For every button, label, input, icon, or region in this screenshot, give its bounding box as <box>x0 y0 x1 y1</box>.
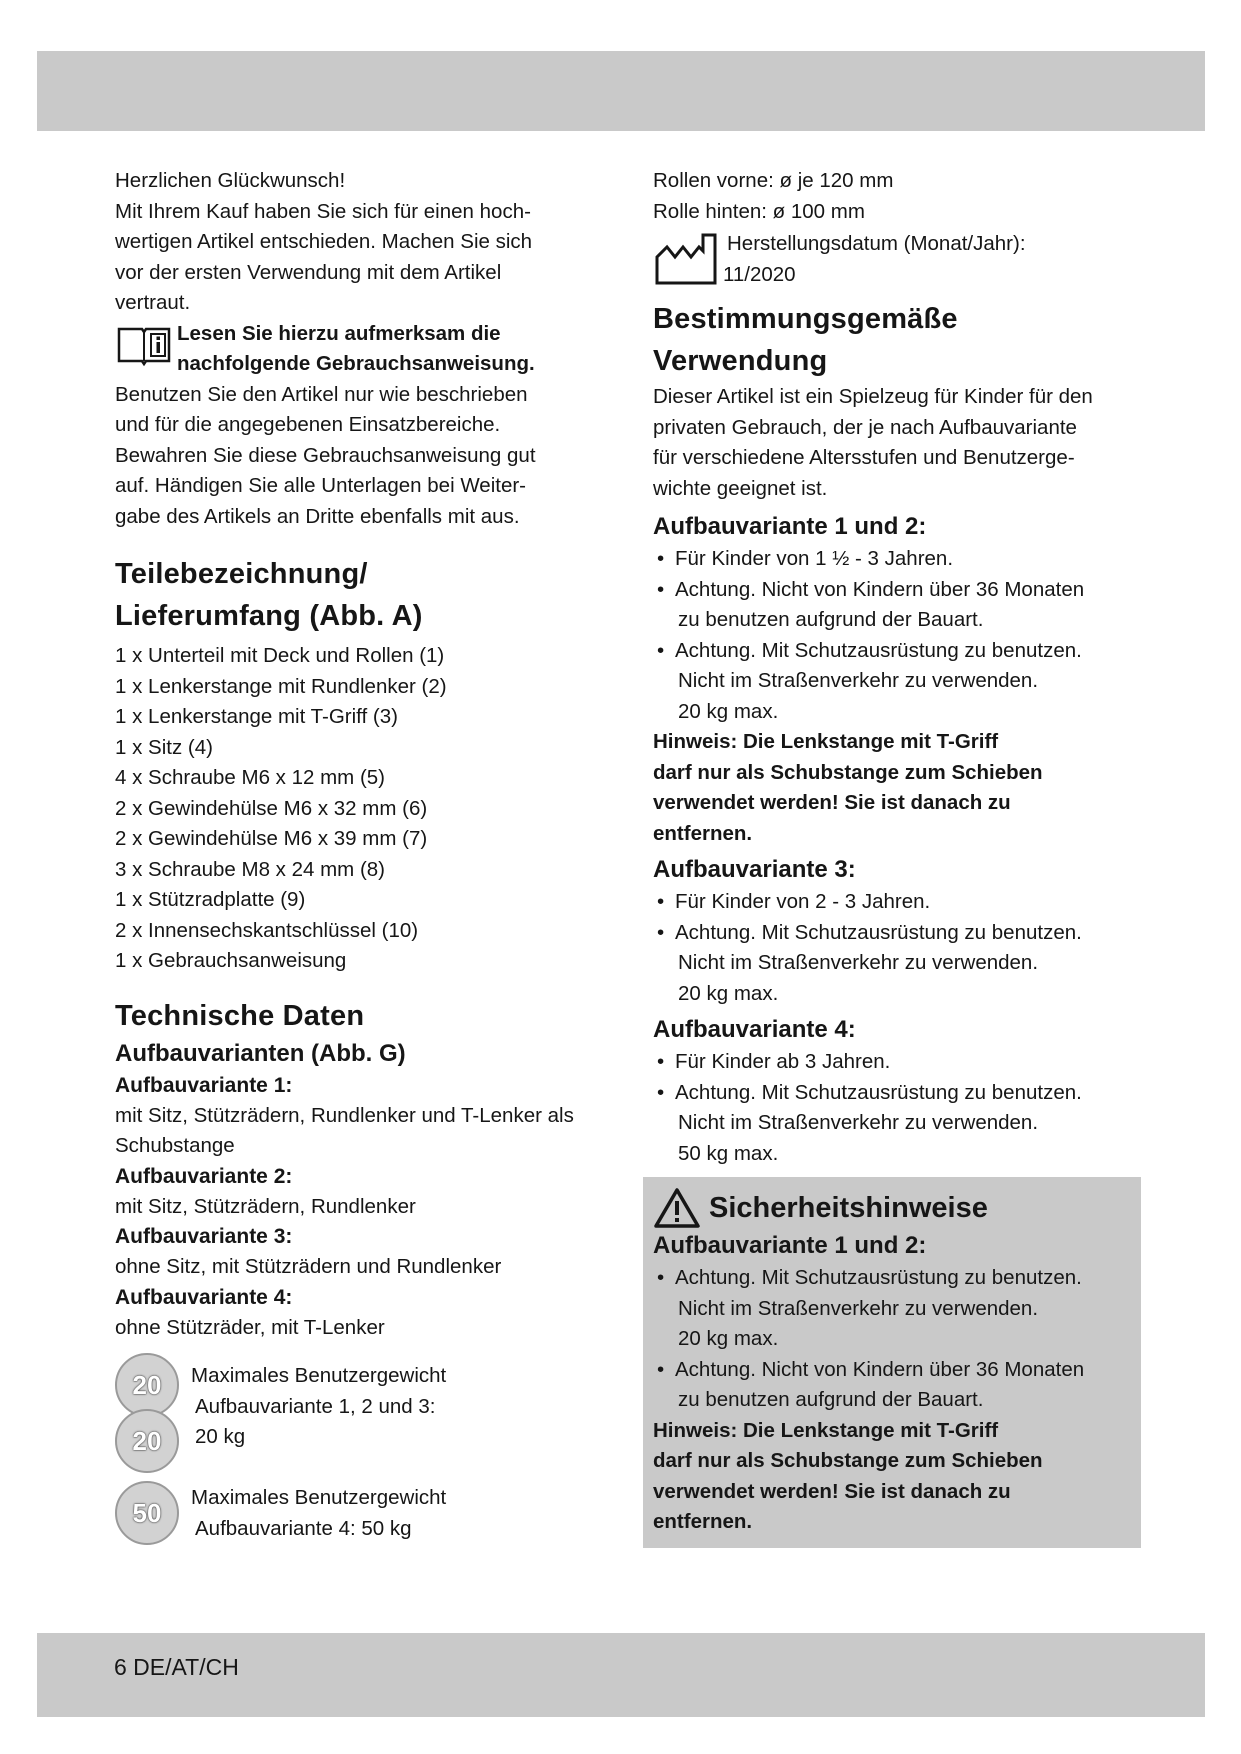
bullet-cont: 20 kg max. <box>678 1327 779 1350</box>
intro-line: vertraut. <box>115 291 191 314</box>
purpose-heading: Verwendung <box>653 345 828 377</box>
variants-heading: Aufbauvarianten (Abb. G) <box>115 1039 406 1067</box>
tech-heading: Technische Daten <box>115 999 365 1032</box>
purpose-line: für verschiedene Altersstufen und Benutzerge- <box>653 446 1075 469</box>
weight-line: 20 kg <box>195 1425 246 1448</box>
bullet-cont: Nicht im Straßenverkehr zu verwenden. <box>678 1296 1039 1320</box>
bullet-cont: Nicht im Straßenverkehr zu verwenden. <box>678 1111 1039 1134</box>
safety-box <box>643 1177 1141 1548</box>
weight-line: Aufbauvariante 1, 2 und 3: <box>195 1394 436 1418</box>
bullet-item: • Achtung. Mit Schutzausrüstung zu benutzen. <box>653 1078 1133 1109</box>
note-line: entfernen. <box>653 1510 753 1533</box>
manufacturing-date <box>653 229 1133 290</box>
purpose-line: privaten Gebrauch, der je nach Aufbauvariante <box>653 415 1077 439</box>
left-column <box>115 166 615 1545</box>
list-item: 2 x Gewindehülse M6 x 39 mm (7) <box>115 827 428 850</box>
variant-3-title: Aufbauvariante 3: <box>653 856 856 883</box>
intro-line: Herzlichen Glückwunsch! <box>115 169 346 192</box>
factory-icon <box>653 229 719 287</box>
safety-title-text: Sicherheitshinweise <box>709 1192 988 1224</box>
bullet-item: • Achtung. Nicht von Kindern über 36 Monaten <box>653 575 1133 606</box>
list-item: 1 x Unterteil mit Deck und Rollen (1) <box>115 644 445 667</box>
variant-desc: Schubstange <box>115 1134 235 1157</box>
info-notice <box>115 319 615 380</box>
bullet-cont: 20 kg max. <box>678 699 779 723</box>
usage-line: und für die angegebenen Einsatzbereiche. <box>115 413 501 436</box>
intro-line: vor der ersten Verwendung mit dem Artikel <box>115 260 502 284</box>
list-item: 1 x Lenkerstange mit Rundlenker (2) <box>115 674 447 698</box>
note-line: darf nur als Schubstange zum Schieben <box>653 760 1043 784</box>
note-line: verwendet werden! Sie ist danach zu <box>653 1479 1011 1503</box>
purpose-heading: Bestimmungsgemäße <box>653 303 958 335</box>
usage-line: Bewahren Sie diese Gebrauchsanweisung gut <box>115 443 536 467</box>
bullet-cont: 50 kg max. <box>678 1141 779 1165</box>
intro-line: Mit Ihrem Kauf haben Sie sich für einen hoch- <box>115 199 531 223</box>
purpose-line: wichte geeignet ist. <box>653 476 828 500</box>
variant-12-title: Aufbauvariante 1 und 2: <box>653 513 927 540</box>
list-item: 1 x Gebrauchsanweisung <box>115 949 347 972</box>
wheel-line: Rolle hinten: ø 100 mm <box>653 199 865 223</box>
variant-title: Aufbauvariante 3: <box>115 1225 293 1248</box>
bullet-cont: 20 kg max. <box>678 981 779 1005</box>
parts-heading: Teilebezeichnung/ <box>115 558 368 590</box>
usage-line: Benutzen Sie den Artikel nur wie beschrieben <box>115 382 528 406</box>
variant-4-title: Aufbauvariante 4: <box>653 1016 856 1043</box>
bullet-item: • Achtung. Mit Schutzausrüstung zu benutzen. <box>653 918 1133 949</box>
bullet-item: • Achtung. Nicht von Kindern über 36 Monaten <box>653 1355 1131 1386</box>
list-item: 3 x Schraube M8 x 24 mm (8) <box>115 857 386 881</box>
bullet-item: • Für Kinder von 2 - 3 Jahren. <box>653 887 1133 918</box>
info-bold-line: nachfolgende Gebrauchsanweisung. <box>177 352 535 375</box>
variant-title: Aufbauvariante 1: <box>115 1073 293 1097</box>
note-line: Hinweis: Die Lenkstange mit T-Griff <box>653 1418 999 1442</box>
bullet-cont: zu benutzen aufgrund der Bauart. <box>678 608 984 631</box>
usage-line: gabe des Artikels an Dritte ebenfalls mit aus. <box>115 504 520 528</box>
weight-line: Aufbauvariante 4: 50 kg <box>195 1516 412 1540</box>
max-weight-50-icon: 50 <box>115 1481 179 1545</box>
list-item: 1 x Lenkerstange mit T-Griff (3) <box>115 705 398 728</box>
bullet-item: • Achtung. Mit Schutzausrüstung zu benutzen. <box>653 1263 1131 1294</box>
variant-title: Aufbauvariante 2: <box>115 1164 293 1188</box>
purpose-line: Dieser Artikel ist ein Spielzeug für Kinder für den <box>653 385 1093 408</box>
bullet-item: • Für Kinder ab 3 Jahren. <box>653 1047 1133 1078</box>
warning-icon <box>653 1187 701 1229</box>
variant-title: Aufbauvariante 4: <box>115 1285 293 1309</box>
bullet-item: • Achtung. Mit Schutzausrüstung zu benutzen. <box>653 636 1133 667</box>
list-item: 2 x Gewindehülse M6 x 32 mm (6) <box>115 796 428 820</box>
bullet-cont: Nicht im Straßenverkehr zu verwenden. <box>678 669 1039 692</box>
weight-line: Maximales Benutzergewicht <box>191 1364 447 1387</box>
parts-list <box>115 641 615 977</box>
weight-info-1 <box>115 1353 615 1473</box>
weight-line: Maximales Benutzergewicht <box>191 1486 447 1509</box>
note-line: darf nur als Schubstange zum Schieben <box>653 1449 1043 1472</box>
list-item: 1 x Sitz (4) <box>115 735 213 759</box>
list-item: 4 x Schraube M6 x 12 mm (5) <box>115 766 386 789</box>
note-line: verwendet werden! Sie ist danach zu <box>653 791 1011 814</box>
note-line: entfernen. <box>653 821 753 845</box>
weight-info-2 <box>115 1481 615 1545</box>
wheel-line: Rollen vorne: ø je 120 mm <box>653 169 894 192</box>
variant-desc: mit Sitz, Stützrädern, Rundlenker und T-Lenker als <box>115 1103 574 1127</box>
max-weight-20-icon: 20 <box>115 1353 179 1417</box>
safety-heading <box>653 1187 1131 1229</box>
list-item: 2 x Innensechskantschlüssel (10) <box>115 918 419 942</box>
list-item: 1 x Stützradplatte (9) <box>115 888 306 911</box>
usage-line: auf. Händigen Sie alle Unterlagen bei Weiter- <box>115 474 527 497</box>
safety-sub: Aufbauvariante 1 und 2: <box>653 1232 927 1259</box>
parts-heading: Lieferumfang (Abb. A) <box>115 600 423 632</box>
max-weight-20-icon: 20 <box>115 1409 179 1473</box>
bullet-cont: zu benutzen aufgrund der Bauart. <box>678 1388 984 1411</box>
intro-line: wertigen Artikel entschieden. Machen Sie sich <box>115 230 533 253</box>
bullet-item: • Für Kinder von 1 ½ - 3 Jahren. <box>653 544 1133 575</box>
mfg-label: Herstellungsdatum (Monat/Jahr): <box>727 232 1026 255</box>
book-info-icon <box>115 321 173 367</box>
info-bold-line: Lesen Sie hierzu aufmerksam die <box>177 321 501 345</box>
page-number: 6 DE/AT/CH <box>114 1654 239 1680</box>
variant-desc: mit Sitz, Stützrädern, Rundlenker <box>115 1194 416 1218</box>
right-column <box>653 166 1133 1548</box>
variant-desc: ohne Stützräder, mit T-Lenker <box>115 1315 385 1339</box>
bullet-cont: Nicht im Straßenverkehr zu verwenden. <box>678 951 1039 974</box>
mfg-value: 11/2020 <box>723 262 796 286</box>
note-line: Hinweis: Die Lenkstange mit T-Griff <box>653 730 999 753</box>
header-bar <box>37 51 1205 131</box>
variant-desc: ohne Sitz, mit Stützrädern und Rundlenker <box>115 1255 502 1278</box>
